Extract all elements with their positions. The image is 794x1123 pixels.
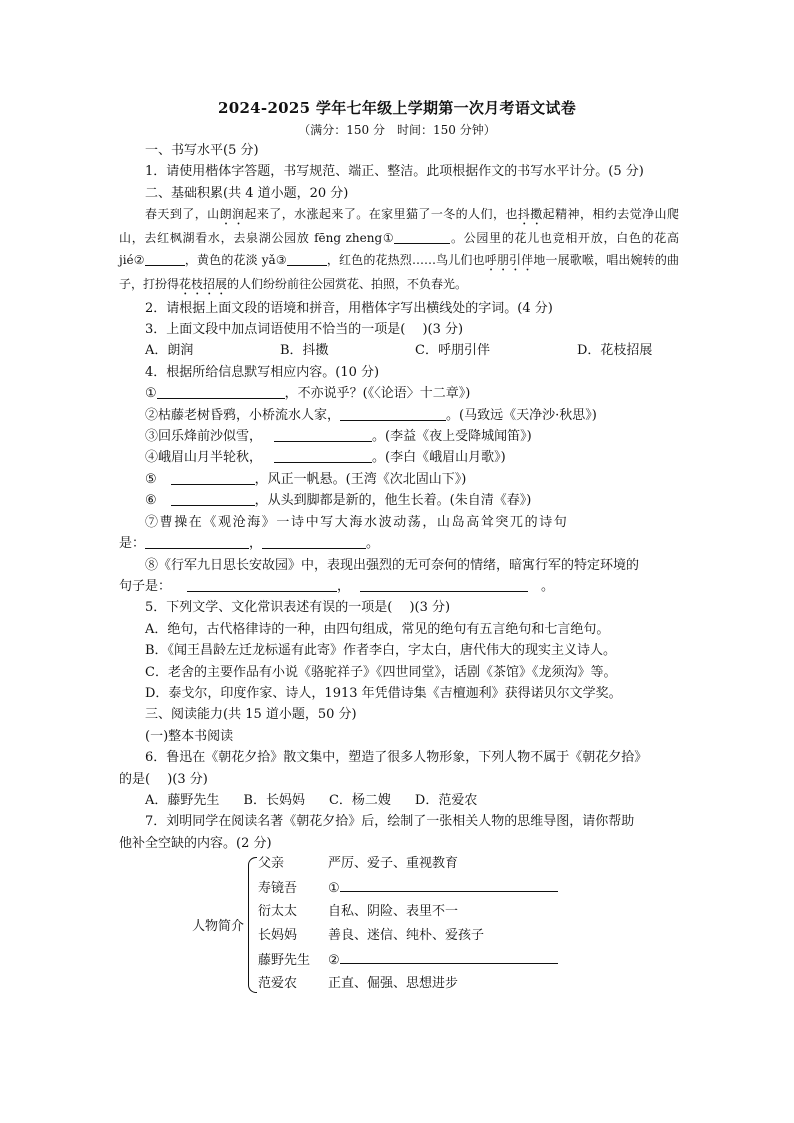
passage-text: ，黄色的花淡 yǎ③ [184, 252, 287, 267]
question-6-cont: 的是( )(3 分) [119, 771, 208, 787]
question-5-option-c[interactable]: C．老舍的主要作品有小说《骆驼祥子》《四世同堂》，话剧《茶馆》《龙须沟》等。 [145, 664, 617, 680]
mindmap-row [258, 973, 458, 995]
question-5-option-a[interactable]: A．绝句，古代格律诗的一种，由四句组成，常见的绝句有五言绝句和七言绝句。 [145, 621, 610, 637]
recite-text: 句子是： [119, 578, 172, 594]
recite-item-6 [119, 490, 679, 511]
mindmap-row [258, 901, 458, 923]
section-2-title: 二、基础积累(共 4 道小题，20 分) [145, 185, 349, 201]
answer-blank[interactable] [360, 577, 528, 592]
option-b[interactable]: B．抖擞 [280, 343, 329, 359]
blank-marker: ① [328, 881, 340, 896]
dotted-word-c: 呼朋引伴 [484, 252, 534, 267]
mindmap-row [258, 925, 484, 947]
answer-blank[interactable] [171, 491, 255, 506]
recite-item-8-answer: 句子是： ， 。 [119, 578, 555, 594]
option-c[interactable]: C．杨二嫂 [328, 792, 391, 808]
recite-text: ⑤ [145, 471, 157, 487]
answer-blank-3[interactable] [287, 251, 327, 266]
answer-blank[interactable] [274, 427, 372, 442]
answer-blank[interactable] [157, 384, 285, 399]
question-5-option-b[interactable]: B．《闻王昌龄左迁龙标遥有此寄》作者李白，字太白，唐代伟大的现实主义诗人。 [145, 643, 617, 659]
answer-blank[interactable] [274, 448, 372, 463]
character-name: 父亲 [258, 856, 285, 871]
character-traits: 严厉、爱子、重视教育 [328, 856, 459, 871]
passage-text: 春天到了，山 [145, 207, 220, 222]
character-name: 长妈妈 [258, 928, 298, 943]
option-c[interactable]: C．呼朋引伴 [415, 343, 490, 359]
recite-item-4 [119, 447, 679, 468]
option-a[interactable]: A．藤野先生 [145, 792, 220, 808]
passage-text: 起来了，水涨起来了。在家里猫了一冬的人们，也 [244, 207, 518, 222]
question-5-option-d[interactable]: D．泰戈尔，印度作家、诗人，1913 年凭借诗集《吉檀迦利》获得诺贝尔文学奖。 [145, 685, 622, 701]
answer-blank-2[interactable] [145, 251, 185, 266]
answer-blank-1[interactable] [394, 229, 450, 244]
character-traits: 正直、倔强、思想进步 [328, 976, 459, 991]
question-4: 4．根据所给信息默写相应内容。(10 分) [145, 364, 380, 380]
mindmap-answer-blank-2[interactable] [340, 949, 558, 964]
recite-source: 。(马致远《天净沙·秋思》) [446, 407, 597, 423]
answer-blank[interactable] [145, 534, 249, 549]
reading-passage [119, 204, 679, 297]
passage-text: 的人们纷纷前往公园赏花、拍照，不负春光。 [227, 276, 468, 291]
recite-source: ，风正一帆悬。(王湾《次北固山下》) [254, 471, 467, 487]
mindmap-answer-blank-1[interactable] [340, 877, 558, 892]
mindmap-brace [248, 857, 257, 993]
recite-text: 是： [119, 536, 146, 552]
answer-blank[interactable] [340, 406, 446, 421]
question-1: 1．请使用楷体字答题，书写规范、端正、整洁。此项根据作文的书写水平计分。(5 分) [145, 164, 644, 180]
passage-text: 起精神，相约去觉净山爬山，去红枫湖看水，去泉湖公园放 fēng zheng① [119, 207, 679, 246]
exam-content [119, 140, 679, 854]
recite-text: ④峨眉山月半轮秋， [145, 450, 263, 466]
recite-text: ②枯藤老树昏鸦，小桥流水人家， [145, 407, 341, 423]
mindmap-root-label: 人物简介 [192, 919, 245, 934]
section-1-title: 一、书写水平(5 分) [145, 143, 259, 158]
recite-item-7: ⑦曹操在《观沧海》一诗中写大海水波动荡，山岛高耸突兀的诗句 [145, 514, 569, 530]
answer-blank[interactable] [262, 534, 366, 549]
question-7: 7．刘明同学在阅读名著《朝花夕拾》后，绘制了一张相关人物的思维导图，请你帮助 [145, 814, 635, 830]
question-2: 2．请根据上面文段的语境和拼音，用楷体字写出横线处的字词。(4 分) [145, 300, 553, 316]
subsection-1-title: (一)整本书阅读 [145, 728, 234, 744]
recite-text: ③回乐烽前沙似雪， [145, 429, 263, 445]
character-name: 藤野先生 [258, 953, 311, 968]
passage-text: ，红色的花热烈……鸟儿们也 [326, 252, 485, 267]
character-mindmap [192, 853, 592, 995]
character-traits: 善良、迷信、纯朴、爱孩子 [328, 928, 485, 943]
answer-blank[interactable] [187, 577, 337, 592]
recite-item-2 [119, 405, 679, 426]
recite-item-8: ⑧《行军九日思长安故园》中，表现出强烈的无可奈何的情绪，暗寓行军的特定环境的 [145, 557, 640, 573]
recite-item-1: ① ，不亦说乎？(《〈论语〉十二章》) [145, 386, 471, 402]
recite-source: ，从头到脚都是新的，他生长着。(朱自清《春》) [254, 493, 532, 509]
question-5: 5．下列文学、文化常识表述有误的一项是( )(3 分) [145, 600, 451, 616]
question-7-cont: 他补全空缺的内容。(2 分) [119, 835, 272, 851]
recite-source: 。(李益《夜上受降城闻笛》) [372, 429, 532, 445]
question-6-options [119, 790, 679, 811]
exam-title: 2024-2025 学年七年级上学期第一次月考语文试卷 [217, 99, 577, 117]
dotted-word-b: 抖擞 [517, 207, 543, 222]
character-name: 范爱农 [258, 976, 298, 991]
recite-source: ，不亦说乎？(《〈论语〉十二章》) [284, 386, 471, 402]
exam-subtitle: （满分：150 分 时间：150 分钟） [298, 123, 496, 137]
mindmap-row [258, 853, 458, 875]
dotted-word-a: 朗润 [219, 207, 245, 222]
answer-blank[interactable] [171, 470, 255, 485]
character-name: 寿镜吾 [258, 881, 298, 896]
dotted-word-d: 花枝招展 [179, 276, 228, 291]
option-d[interactable]: D．花枝招展 [577, 343, 653, 359]
option-a[interactable]: A．朗润 [145, 343, 194, 359]
question-3: 3．上面文段中加点词语使用不恰当的一项是( )(3 分) [145, 322, 464, 338]
question-3-options [119, 340, 679, 361]
recite-item-7-answer: 是： ， 。 [119, 536, 380, 552]
recite-item-5 [119, 469, 679, 490]
recite-text: ⑥ [145, 493, 157, 509]
blank-marker: ② [328, 953, 340, 968]
character-traits: 自私、阴险、表里不一 [328, 904, 459, 919]
question-6: 6．鲁迅在《朝花夕拾》散文集中，塑造了很多人物形象，下列人物不属于《朝花夕拾》 [145, 750, 648, 766]
recite-source: 。(李白《峨眉山月歌》) [372, 450, 506, 466]
character-name: 衍太太 [258, 904, 298, 919]
option-d[interactable]: D．范爱农 [414, 792, 478, 808]
recite-item-3 [119, 426, 679, 447]
passage-text: 地一展歌喉，唱出婉转的曲子，打扮得 [119, 252, 679, 291]
passage-text: 。公园里的花儿也竞相开放，白色的花高 jié② [119, 231, 679, 267]
section-3-title: 三、阅读能力(共 15 道小题，50 分) [145, 707, 357, 723]
mindmap-row [258, 949, 558, 971]
mindmap-row [258, 877, 558, 899]
option-b[interactable]: B．长妈妈 [243, 792, 305, 808]
